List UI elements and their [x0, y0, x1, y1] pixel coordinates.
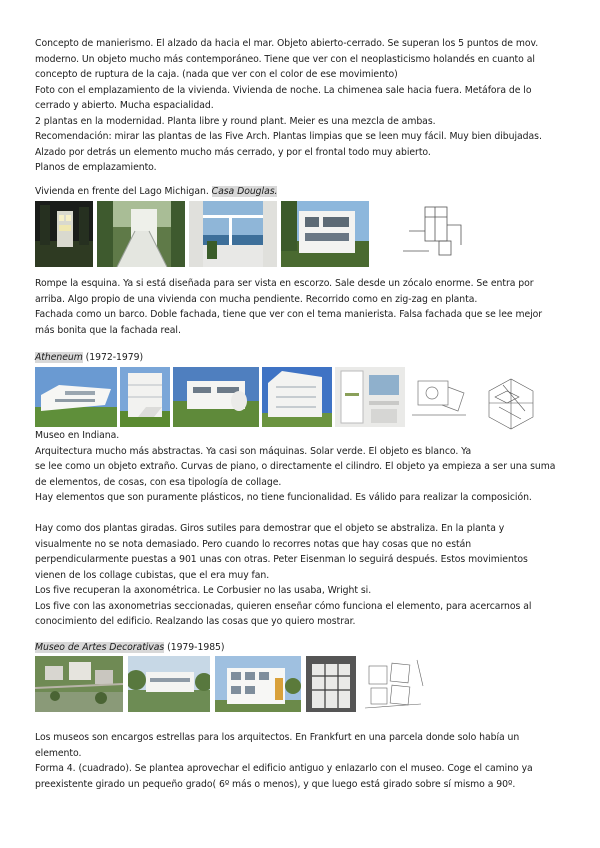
artes-plan-drawing — [361, 656, 427, 712]
artes-photo-aerial — [35, 656, 123, 712]
artes-heading — [35, 640, 567, 656]
text-line: Hay como dos plantas giradas. Giros sutiles para demostrar que el objeto se abstraliza. En la planta y — [35, 523, 505, 534]
text-line: Museo en Indiana. — [35, 430, 120, 441]
text-line: perpendicularmente puestas a 901 unas con otras. Peter Eisenman lo seguirá después. Estos movimientos — [35, 554, 528, 565]
text-line: Los five recuperan la axonométrica. Le Corbusier no las usaba, Wright si. — [35, 585, 372, 596]
text-line: preexistente girado un pequeño grado( 6º más o menos), y que luego está girado sobre sí mismo a 90º. — [35, 778, 516, 790]
text-line: Los museos son encargos estrellas para los arquitectos. En Frankfurt en una parcela donde solo había un — [35, 732, 520, 743]
text-line: elemento. — [35, 747, 82, 759]
text-line: Planos de emplazamiento. — [35, 162, 157, 173]
text-line: cerrado y abierto. Mucha espacialidad. — [35, 100, 214, 111]
artes-photo-riverside — [128, 656, 210, 712]
text-line: Recomendación: mirar las plantas de las Five Arch. Plantas limpias que se leen muy fácil. Muy bien dibujadas. — [35, 131, 542, 142]
text-line — [35, 506, 567, 522]
artes-paragraph — [35, 730, 567, 792]
text-line: Los five con las axonometrias seccionadas, quieren enseñar cómo funciona el elemento, para acercarnos al — [35, 600, 532, 612]
heading-highlight: Atheneum — [35, 352, 83, 363]
heading-highlight: Museo de Artes Decorativas — [35, 642, 165, 653]
text-line: Foto con el emplazamiento de la vivienda. Vivienda de noche. La chimenea sale hacia fuera. Metáfora de lo — [35, 84, 532, 96]
text-line: Forma 4. (cuadrado). Se plantea aprovechar el edificio antiguo y enlazarlo con el museo. Coge el camino ya — [35, 763, 533, 774]
artes-photo-facade — [215, 656, 301, 712]
heading-highlight: Casa Douglas. — [211, 186, 278, 197]
douglas-photo-strip — [35, 201, 469, 267]
text-line: 2 plantas en la modernidad. Planta libre y round plant. Meier es una mezcla de ambas. — [35, 115, 436, 127]
text-line: Alzado por detrás un elemento mucho más cerrado, y por el frontal todo muy abierto. — [35, 146, 431, 158]
atheneum-axonometric-drawing — [481, 367, 539, 437]
atheneum-heading — [35, 350, 567, 366]
text-line: arriba. Algo propio de una vivienda con mucha pendiente. Recorrido como en zig-zag en planta. — [35, 293, 478, 305]
atheneum-photo-river — [173, 367, 259, 427]
text-line: Fachada como un barco. Doble fachada, tiene que ver con el tema manierista. Falsa fachada que se lee mejor — [35, 309, 543, 320]
douglas-heading — [35, 184, 567, 200]
atheneum-photo-strip — [35, 367, 539, 437]
douglas-photo-lake — [189, 201, 277, 267]
text-line: moderno. Un objeto mucho más contemporáneo. Tiene que ver con el neoplasticismo holandés en cuanto al — [35, 53, 535, 65]
heading-prefix: Vivienda en frente del Lago Michigan. — [35, 186, 212, 197]
text-line: se lee como un objeto extraño. Curvas de piano, o directamente el cilindro. El objeto ya empieza a ser una suma — [35, 461, 556, 472]
atheneum-photo-interior — [335, 367, 405, 427]
douglas-photo-bridge — [97, 201, 185, 267]
text-line: concepto de ruptura de la caja. (nada que ver con el color de ese movimiento) — [35, 69, 398, 80]
douglas-paragraph — [35, 276, 567, 338]
heading-suffix: (1979-1985) — [164, 642, 225, 653]
atheneum-photo-exterior — [35, 367, 117, 427]
atheneum-plan-drawing — [408, 367, 472, 427]
artes-photo-detail — [306, 656, 356, 712]
douglas-plan-drawing — [399, 201, 469, 267]
douglas-photo-night — [35, 201, 93, 267]
text-line: Rompe la esquina. Ya si está diseñada para ser vista en escorzo. Sale desde un zócalo enorme. Se entra por — [35, 278, 534, 289]
text-line: Arquitectura mucho más abstractas. Ya casi son máquinas. Solar verde. El objeto es blanco. Ya — [35, 445, 472, 457]
text-line: visualmente no se nota demasiado. Pero cuando lo recorres notas que hay cosas que no están — [35, 538, 472, 550]
artes-photo-strip — [35, 656, 427, 712]
intro-paragraph — [35, 36, 567, 176]
text-line: Hay elementos que son puramente plásticos, no tiene funcionalidad. Es válido para realizar la composición. — [35, 492, 532, 503]
text-line: más bonita que la fachada real. — [35, 324, 181, 336]
text-line: Concepto de manierismo. El alzado da hacia el mar. Objeto abierto-cerrado. Se superan los 5 puntos de mov. — [35, 38, 539, 49]
text-line: vienen de los collage cubistas, que el era muy fan. — [35, 569, 270, 581]
douglas-photo-facade — [281, 201, 369, 267]
atheneum-photo-ramp — [120, 367, 170, 427]
heading-suffix: (1972-1979) — [82, 352, 144, 363]
text-line: de elementos, de cosas, con esa tipología de collage. — [35, 476, 282, 488]
atheneum-paragraph — [35, 428, 567, 630]
text-line: conocimiento del edificio. Realzando las cosas que yo quiero mostrar. — [35, 616, 356, 627]
atheneum-photo-stairs — [262, 367, 332, 427]
